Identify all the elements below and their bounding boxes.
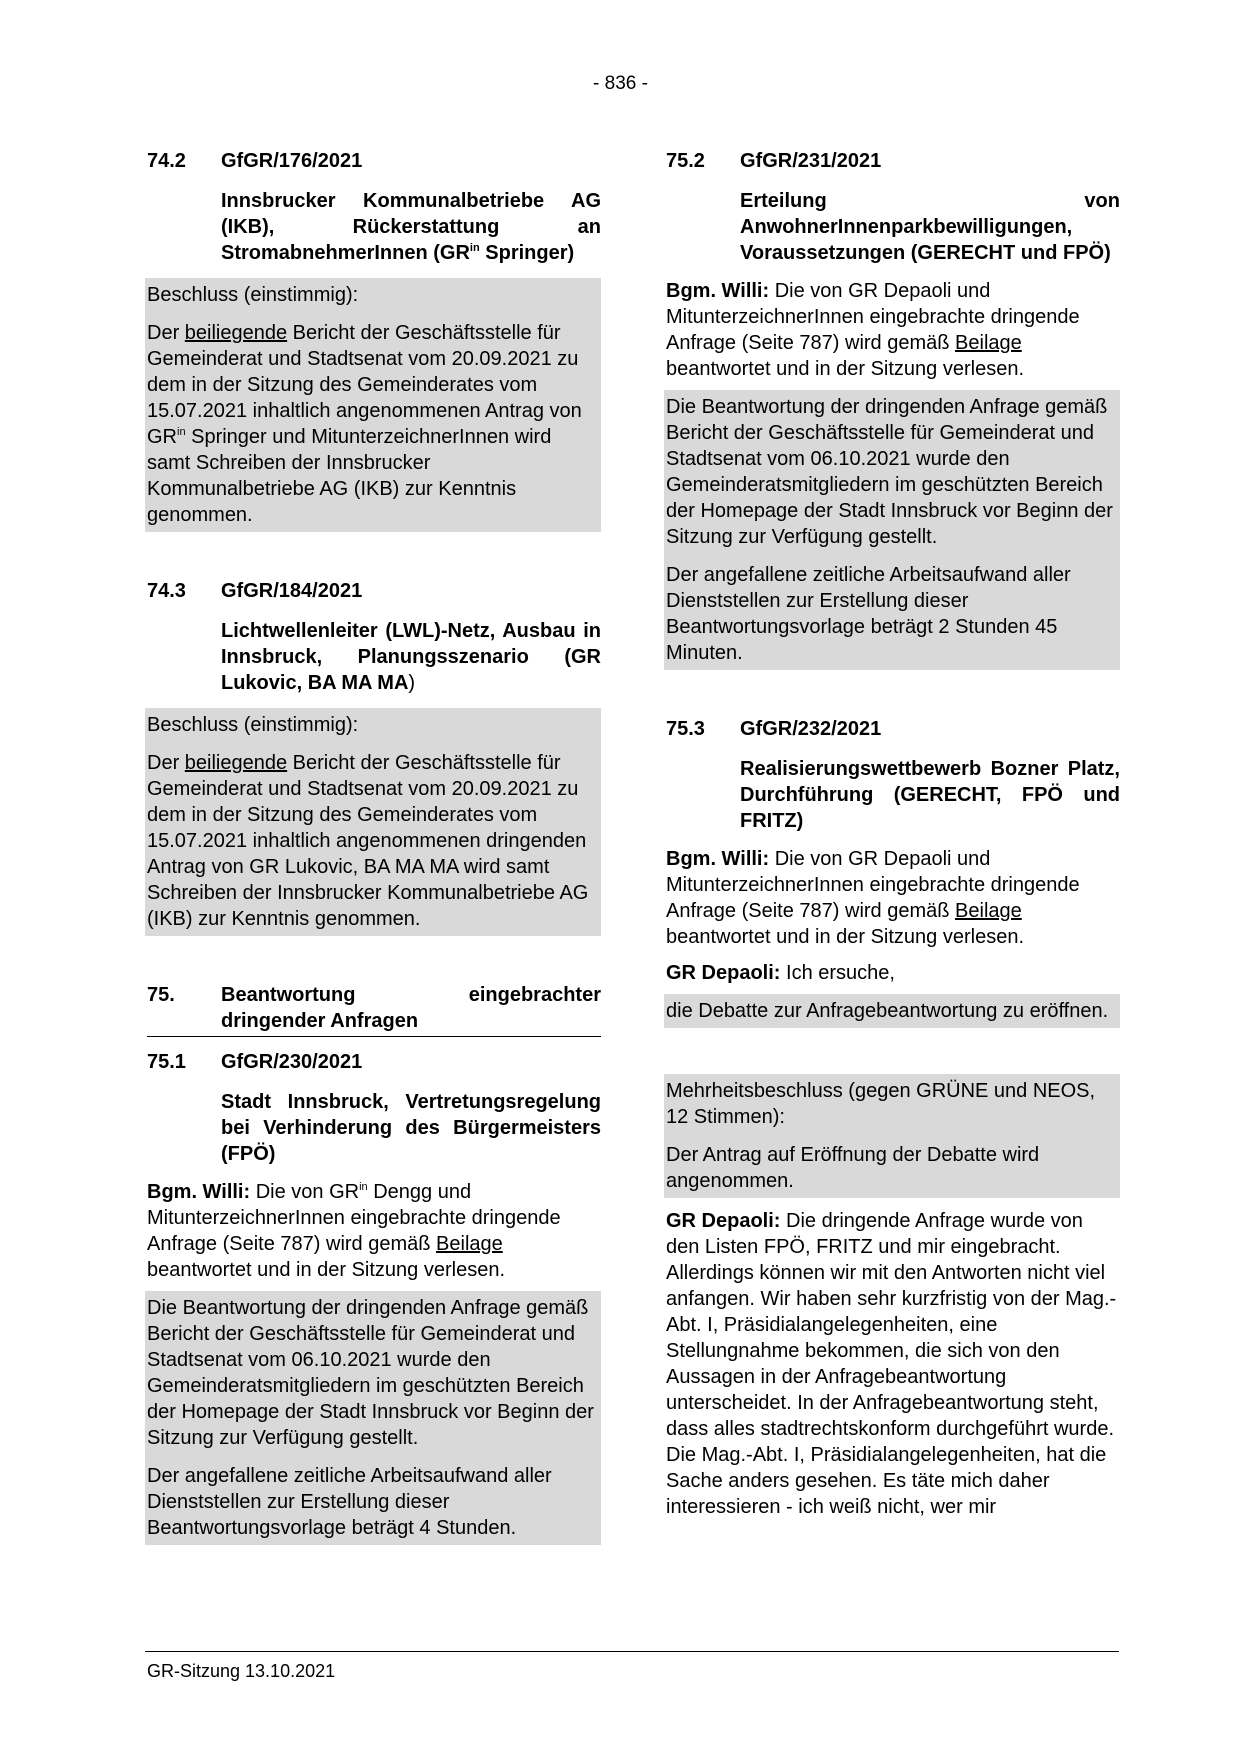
depaoli-statement: [666, 1208, 1120, 1520]
speaker-name: Bgm. Willi:: [147, 1181, 251, 1203]
section-code: GfGR/184/2021: [221, 580, 363, 602]
section-number: 75.2: [666, 150, 705, 172]
section-75-3: [666, 716, 1120, 1520]
effort-text: Der angefallene zeitliche Arbeitsaufwand aller Dienststellen zur Erstellung dieser Beantwortungsvorlage beträgt 4 Stunden.: [147, 1465, 552, 1539]
attachment-link[interactable]: Beilage: [955, 900, 1022, 922]
section-heading: [147, 982, 601, 1034]
body-text: Bericht der Geschäftsstelle für Gemeinderat und Stadtsenat vom 20.09.2021 zu dem in der Sitzung des Gemeinderates vom 15.07.2021 inhaltlich angenommenen Antrag von GR: [147, 322, 582, 448]
body-text: Der: [147, 752, 185, 774]
title-text: Innsbrucker Kommunalbetriebe AG (IKB), Rückerstattung an StromabnehmerInnen (GR: [221, 190, 601, 264]
title-text: Lichtwellenleiter (LWL)-Netz, Ausbau in Innsbruck, Planungsszenario (GR Lukovic, BA MA MA: [221, 620, 601, 694]
section-title: Realisierungswettbewerb Bozner Platz, Durchführung (GERECHT, FPÖ und FRITZ): [740, 758, 1120, 832]
section-number: 75.3: [666, 718, 705, 740]
statement-text: Die von GR Depaoli und MitunterzeichnerInnen eingebrachte dringende Anfrage (Seite 787) wird gemäß: [666, 280, 1080, 354]
page-number: - 836 -: [593, 73, 648, 94]
decision-label: Beschluss (einstimmig):: [147, 284, 359, 306]
section-code: GfGR/231/2021: [740, 150, 882, 172]
decision-label: Beschluss (einstimmig):: [147, 714, 359, 736]
decision-box: [145, 708, 601, 936]
answer-box: [664, 390, 1120, 670]
statement-text: Die von GR Depaoli und MitunterzeichnerInnen eingebrachte dringende Anfrage (Seite 787) wird gemäß: [666, 848, 1080, 922]
statement-text: beantwortet und in der Sitzung verlesen.: [147, 1259, 505, 1281]
title-superscript: in: [469, 242, 480, 254]
majority-label: Mehrheitsbeschluss (gegen GRÜNE und NEOS, 12 Stimmen):: [666, 1080, 1096, 1128]
section-75: [147, 982, 601, 1037]
mayor-statement: [666, 278, 1120, 382]
decision-body: [147, 316, 597, 532]
section-heading: [147, 1049, 601, 1075]
section-heading: [147, 148, 601, 174]
section-code: GfGR/176/2021: [221, 150, 363, 172]
body-superscript: in: [177, 426, 186, 438]
right-column: [666, 148, 1120, 1520]
body-text: Springer und MitunterzeichnerInnen wird samt Schreiben der Innsbrucker Kommunalbetriebe AG (IKB) zur Kenntnis genommen.: [147, 426, 552, 526]
body-text: Der: [147, 322, 185, 344]
section-number: 75.1: [147, 1051, 186, 1073]
statement-text: beantwortet und in der Sitzung verlesen.: [666, 926, 1024, 948]
section-75-1: [147, 1049, 601, 1545]
effort-text: Der angefallene zeitliche Arbeitsaufwand aller Dienststellen zur Erstellung dieser Beantwortungsvorlage beträgt 2 Stunden 45 Minuten.: [666, 564, 1071, 664]
decision-body: [147, 746, 597, 936]
statement-text: Dengg und MitunterzeichnerInnen eingebrachte dringende Anfrage (Seite 787) wird gemäß: [147, 1181, 561, 1255]
statement-text: Die dringende Anfrage wurde von den Listen FPÖ, FRITZ und mir eingebracht. Allerdings können wir mit den Antworten nicht viel anfangen. Wir haben sehr kurzfristig von der Mag.-Abt. I, Präsidialangelegenheiten, eine Stellungnahme bekommen, die sich von den Aussagen in der Anfragebeantwortung unterscheidet. In der Anfragebeantwortung steht, dass alles stadtrechtskonform durchgeführt wurde. Die Mag.-Abt. I, Präsidialangelegenheiten, hat die Sache anders gesehen. Es täte mich daher interessieren - ich weiß nicht, wer mir: [666, 1210, 1117, 1518]
mayor-statement: [147, 1179, 601, 1283]
section-75-2: [666, 148, 1120, 670]
section-title: Beantwortung eingebrachter dringender Anfragen: [221, 984, 601, 1032]
section-heading: [666, 716, 1120, 742]
section-number: 75.: [147, 984, 175, 1006]
section-title: Erteilung von AnwohnerInnenparkbewilligungen, Voraussetzungen (GERECHT und FPÖ): [740, 190, 1120, 264]
speaker-name: GR Depaoli:: [666, 962, 781, 984]
request-detail: die Debatte zur Anfragebeantwortung zu eröffnen.: [666, 1000, 1109, 1022]
request-text: Ich ersuche,: [780, 962, 895, 984]
section-number: 74.3: [147, 580, 186, 602]
section-74-3: [147, 578, 601, 936]
statement-superscript: in: [359, 1181, 368, 1193]
section-title: [221, 618, 601, 696]
title-text-end: Springer): [479, 242, 575, 264]
section-code: GfGR/230/2021: [221, 1051, 363, 1073]
speaker-name: GR Depaoli:: [666, 1210, 781, 1232]
request-box: [664, 994, 1120, 1028]
mayor-statement: [666, 846, 1120, 950]
section-number: 74.2: [147, 150, 186, 172]
left-column: [147, 148, 601, 1545]
answer-text: Die Beantwortung der dringenden Anfrage gemäß Bericht der Geschäftsstelle für Gemeinderat und Stadtsenat vom 06.10.2021 wurde den Gemeinderatsmitgliedern im geschützten Bereich der Homepage der Stadt Innsbruck vor Beginn der Sitzung zur Verfügung gestellt.: [147, 1297, 594, 1449]
statement-text: beantwortet und in der Sitzung verlesen.: [666, 358, 1024, 380]
answer-box: [145, 1291, 601, 1545]
speaker-name: Bgm. Willi:: [666, 848, 770, 870]
depaoli-request: [666, 960, 1120, 986]
section-heading: [666, 148, 1120, 174]
body-text: Bericht der Geschäftsstelle für Gemeinderat und Stadtsenat vom 20.09.2021 zu dem in der Sitzung des Gemeinderates vom 15.07.2021 inhaltlich angenommenen dringenden Antrag von GR Lukovic, BA MA MA wird samt Schreiben der Innsbrucker Kommunalbetriebe AG (IKB) zur Kenntnis genommen.: [147, 752, 589, 930]
section-title: [221, 188, 601, 266]
attachment-link[interactable]: beiliegende: [184, 752, 288, 774]
decision-box: [145, 278, 601, 532]
attachment-link[interactable]: beiliegende: [184, 322, 288, 344]
footer-rule: [145, 1651, 1119, 1652]
title-text-end: ): [408, 672, 416, 694]
section-code: GfGR/232/2021: [740, 718, 882, 740]
answer-text: Die Beantwortung der dringenden Anfrage gemäß Bericht der Geschäftsstelle für Gemeinderat und Stadtsenat vom 06.10.2021 wurde den Gemeinderatsmitgliedern im geschützten Bereich der Homepage der Stadt Innsbruck vor Beginn der Sitzung zur Verfügung gestellt.: [666, 396, 1113, 548]
attachment-link[interactable]: Beilage: [436, 1233, 503, 1255]
section-74-2: [147, 148, 601, 532]
attachment-link[interactable]: Beilage: [955, 332, 1022, 354]
section-title: Stadt Innsbruck, Vertretungsregelung bei Verhinderung des Bürgermeisters (FPÖ): [221, 1091, 601, 1165]
section-heading: [147, 578, 601, 604]
majority-body: Der Antrag auf Eröffnung der Debatte wird angenommen.: [666, 1144, 1040, 1192]
majority-decision-box: [664, 1074, 1120, 1198]
speaker-name: Bgm. Willi:: [666, 280, 770, 302]
footer-text: GR-Sitzung 13.10.2021: [147, 1661, 336, 1681]
statement-text: Die von GR: [250, 1181, 360, 1203]
